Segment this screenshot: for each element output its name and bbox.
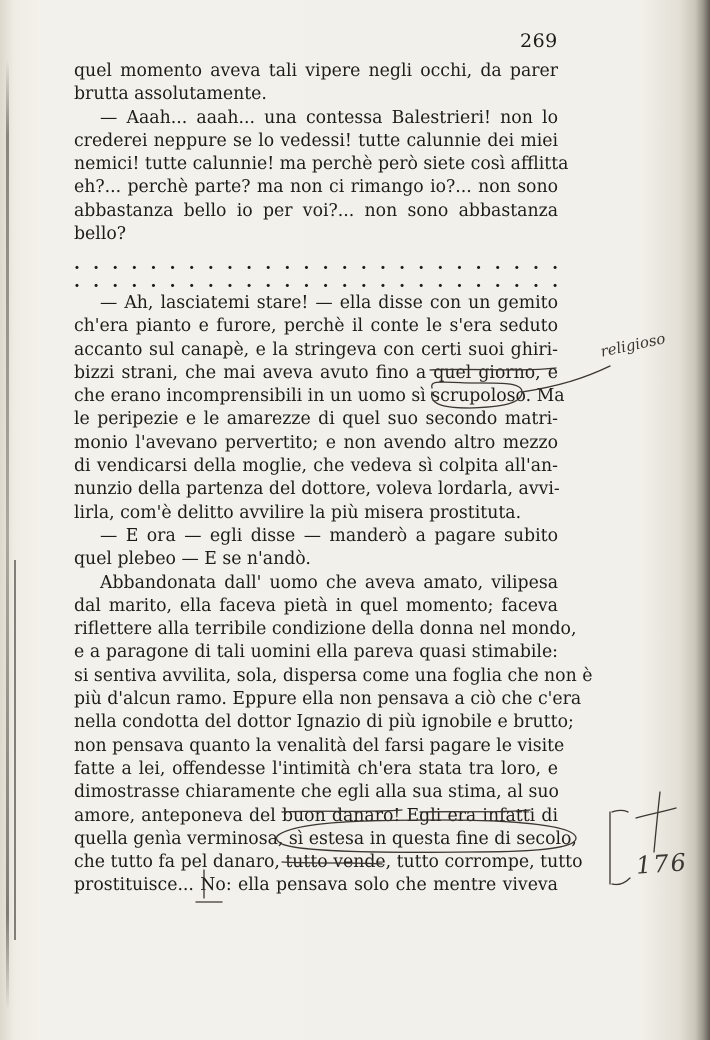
ellipsis-row-1 <box>74 254 558 274</box>
page-number: 269 <box>520 30 558 52</box>
text-line: fatte a lei, offendesse l'intimità ch'era stata tra loro, e <box>74 758 558 779</box>
text-line: nunzio della partenza del dottore, voleva lordarla, avvi- <box>74 479 560 500</box>
text-line: nella condotta del dottor Ignazio di più ignobile e brutto; <box>74 712 574 733</box>
text-line: si sentiva avvilita, sola, dispersa come una foglia che non è <box>74 665 593 686</box>
ellipsis-dots: . . . . . . . . . . . . . . . . . . . . . . . . . . <box>74 272 558 292</box>
text-line: che erano incomprensibili in un uomo sì scrupoloso. Ma <box>74 386 565 407</box>
text-line: prostituisce... No: ella pensava solo che mentre viveva <box>74 875 558 896</box>
text-line: e a paragone di tali uomini ella pareva quasi stimabile: <box>74 642 558 663</box>
text-line: non pensava quanto la venalità del farsi pagare le visite <box>74 735 565 756</box>
text-line: — Ah, lasciatemi stare! — ella disse con un gemito <box>100 293 558 313</box>
text-line: crederei neppure se lo vedessi! tutte calunnie dei miei <box>74 130 558 151</box>
text-line: quel plebeo — E se n'andò. <box>74 549 311 570</box>
text-line: bello? <box>74 224 127 245</box>
margin-note-number: 176 <box>635 848 689 880</box>
text-line: le peripezie e le amarezze di quel suo secondo matri- <box>74 409 558 430</box>
text-line: ch'era pianto e furore, perchè il conte le s'era seduto <box>74 316 558 337</box>
text-line: dimostrasse chiaramente che egli alla sua stima, al suo <box>74 782 559 803</box>
text-line: nemici! tutte calunnie! ma perchè però siete così afflitta <box>74 154 569 175</box>
text-line: di vendicarsi della moglie, che vedeva sì colpita all'an- <box>74 456 558 477</box>
ellipsis-dots: . . . . . . . . . . . . . . . . . . . . . . . . . . <box>74 254 558 274</box>
ellipsis-row-2 <box>74 272 558 292</box>
margin-note-religioso: religioso <box>598 329 667 361</box>
text-line: brutta assolutamente. <box>74 84 267 105</box>
text-block-main <box>74 292 593 898</box>
text-line: più d'alcun ramo. Eppure ella non pensava a ciò che c'era <box>74 689 582 710</box>
text-line: quel momento aveva tali vipere negli occhi, da parer <box>74 61 558 81</box>
text-block-top <box>74 60 569 246</box>
text-line: accanto sul canapè, e la stringeva con certi suoi ghiri- <box>74 339 558 360</box>
text-line: — Aaah... aaah... una contessa Balestrieri! non lo <box>100 107 558 128</box>
page-binding-shadow <box>14 560 16 940</box>
text-line: monio l'avevano pervertito; e non avendo altro mezzo <box>74 432 558 453</box>
text-line: riflettere alla terribile condizione della donna nel mondo, <box>74 619 577 640</box>
text-line: lirla, com'è delitto avvilire la più misera prostituta. <box>74 502 522 523</box>
margin-cross-mark <box>636 792 676 852</box>
text-line: amore, anteponeva del buon danaro! Egli era infatti di <box>74 805 558 826</box>
page-binding-edge <box>6 60 9 1010</box>
text-line: eh?... perchè parte? ma non ci rimango io?... non sono <box>74 177 558 198</box>
text-line: che tutto fa pel danaro, tutto vende, tutto corrompe, tutto <box>74 852 583 873</box>
text-line: Abbandonata dall' uomo che aveva amato, vilipesa <box>100 572 558 593</box>
text-line: bizzi strani, che mai aveva avuto fino a quel giorno, e <box>74 362 558 383</box>
margin-bracket <box>610 811 630 885</box>
text-line: — E ora — egli disse — manderò a pagare subito <box>100 525 558 546</box>
text-line: dal marito, ella faceva pietà in quel momento; faceva <box>74 595 558 616</box>
text-line: abbastanza bello io per voi?... non sono abbastanza <box>74 200 558 221</box>
text-line: quella genìa verminosa, sì estesa in questa fine di secolo, <box>74 828 577 849</box>
